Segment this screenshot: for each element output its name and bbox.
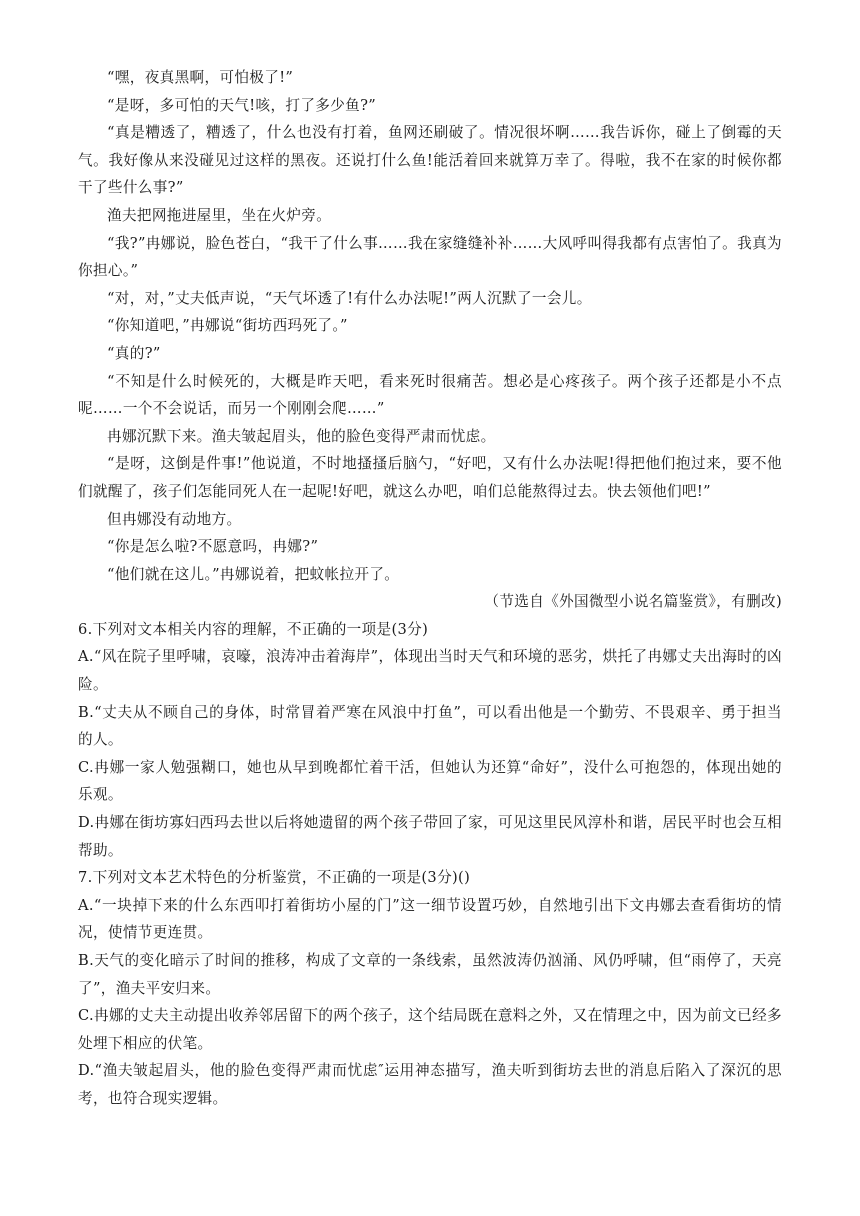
document-page — [78, 64, 782, 1113]
story-paragraph: “是呀，多可怕的天气!咳，打了多少鱼?” — [107, 96, 377, 114]
story-paragraph: “嘿，夜真黑啊，可怕极了!” — [107, 69, 294, 86]
story-paragraph: “真的?” — [107, 344, 161, 362]
source-citation: （节选自《外国微型小说名篇鉴赏》，有删改) — [484, 593, 782, 611]
option-d: D.“渔夫皱起眉头，他的脸色变得严肃而忧虑″运用神态描写，渔夫听到街坊去世的消息后陷入了深沉的思考，也符合现实逻辑。 — [78, 1062, 782, 1107]
story-paragraph: “真是糟透了，糟透了，什么也没有打着，鱼网还刷破了。情况很坏啊……我告诉你，碰上了倒霉的天气。我好像从来没碰见过这样的黑夜。还说打什么鱼!能活着回来就算万幸了。得啦，我不在家的时候你都干了些什么事?” — [78, 124, 782, 197]
story-paragraph: “你知道吧，”冉娜说“街坊西玛死了。” — [107, 317, 348, 335]
option-a: A.“风在院子里呼啸，哀嚎，浪涛冲击着海岸”，体现出当时天气和环境的恶劣，烘托了冉娜丈夫出海时的凶险。 — [78, 648, 782, 694]
question-7 — [78, 864, 782, 1112]
option-c: C.冉娜的丈夫主动提出收养邻居留下的两个孩子，这个结局既在意料之外，又在情理之中，因为前文已经多处埋下相应的伏笔。 — [78, 1007, 782, 1052]
story-paragraph: 但冉娜没有动地方。 — [107, 510, 242, 528]
question-6 — [78, 616, 782, 864]
story-paragraph: “我?”冉娜说，脸色苍白，“我干了什么事……我在家缝缝补补……大风呼叫得我都有点害怕了。我真为你担心。” — [78, 234, 782, 280]
story-paragraph: 渔夫把网拖进屋里，坐在火炉旁。 — [107, 206, 332, 224]
story-paragraph: “你是怎么啦?不愿意吗，冉娜?” — [107, 538, 319, 556]
story-paragraph: “对，对，”丈夫低声说，“天气坏透了!有什么办法呢!”两人沉默了一会儿。 — [107, 289, 592, 307]
option-d: D.冉娜在街坊寡妇西玛去世以后将她遗留的两个孩子带回了家，可见这里民风淳朴和谐，居民平时也会互相帮助。 — [78, 814, 782, 859]
story-paragraph: “不知是什么时候死的，大概是昨天吧，看来死时很痛苦。想必是心疼孩子。两个孩子还都是小不点呢……一个不会说话，而另一个刚刚会爬……” — [78, 372, 782, 418]
option-a: A.“一块掉下来的什么东西叩打着街坊小屋的门”这一细节设置巧妙，自然地引出下文冉娜去查看街坊的情况，使情节更连贯。 — [78, 896, 782, 942]
story-paragraph: “是呀，这倒是件事!”他说道，不时地搔搔后脑勺，“好吧，又有什么办法呢!得把他们抱过来，要不他们就醒了，孩子们怎能同死人在一起呢!好吧，就这么办吧，咱们总能熬得过去。快去领他们吧!” — [78, 455, 782, 500]
story-paragraph: “他们就在这儿。”冉娜说着，把蚊帐拉开了。 — [107, 565, 400, 583]
option-b: B.“丈夫从不顾自己的身体，时常冒着严寒在风浪中打鱼”，可以看出他是一个勤劳、不畏艰辛、勇于担当的人。 — [78, 703, 782, 749]
question-stem: 6.下列对文本相关内容的理解，不正确的一项是(3分) — [78, 620, 429, 638]
story-excerpt — [78, 64, 782, 616]
option-b: B.天气的变化暗示了时间的推移，构成了文章的一条线索，虽然波涛仍汹涌、风仍呼啸，但“雨停了，天亮了”，渔夫平安归来。 — [78, 952, 782, 997]
option-c: C.冉娜一家人勉强糊口，她也从早到晚都忙着干活，但她认为还算“命好”，没什么可抱怨的，体现出她的乐观。 — [78, 758, 782, 804]
story-paragraph: 冉娜沉默下来。渔夫皱起眉头，他的脸色变得严肃而忧虑。 — [107, 427, 496, 445]
question-stem: 7.下列对文本艺术特色的分析鉴赏，不正确的一项是(3分)() — [78, 869, 471, 887]
